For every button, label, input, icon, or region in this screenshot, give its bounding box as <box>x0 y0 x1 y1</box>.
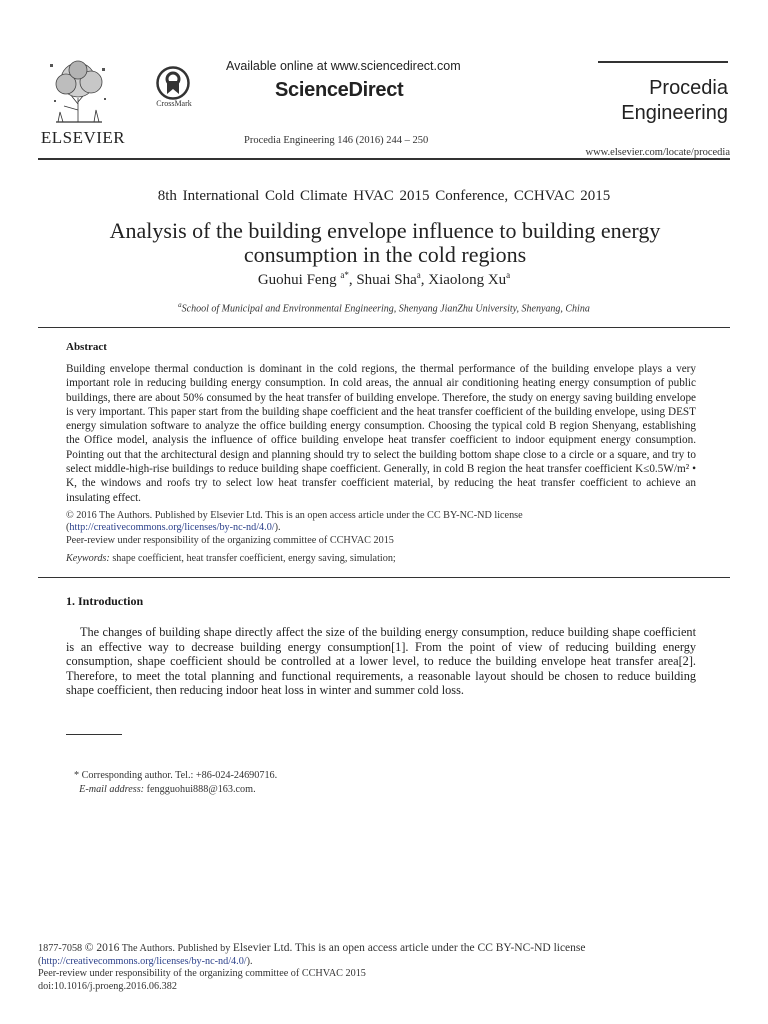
author-list: Guohui Feng $^{a*}$, Shuai Sha$^a$, Xiaolong Xu$^a$ <box>257 270 511 288</box>
author-name: Shuai Sha <box>356 272 417 288</box>
corresponding-mark: * <box>344 270 349 280</box>
bottom-peer-review: Peer-review under responsibility of the organizing committee of CCHVAC 2015 <box>38 968 366 980</box>
available-online-text: Available online at www.sciencedirect.com <box>226 59 461 73</box>
procedia-title-line2: Engineering <box>621 102 728 124</box>
bottom-license-line: (http://creativecommons.org/licenses/by-nc-nd/4.0/). <box>38 955 253 967</box>
peer-review-line: Peer-review under responsibility of the organizing committee of CCHVAC 2015 <box>66 534 394 546</box>
abstract-bottom-rule <box>38 577 730 578</box>
copyright-rest: This is an open access article under the CC BY-NC-ND license <box>294 942 586 954</box>
author-affiliation-mark: a <box>506 270 511 280</box>
journal-url-link[interactable]: www.elsevier.com/locate/procedia <box>585 147 730 158</box>
abstract-top-rule <box>38 327 730 328</box>
keywords-label: Keywords: <box>66 553 110 564</box>
issn: 1877-7058 <box>38 943 83 954</box>
procedia-title-line1: Procedia <box>649 77 728 99</box>
author-affiliation-mark: a <box>416 270 421 280</box>
affiliation <box>38 301 730 314</box>
abstract-heading: Abstract <box>66 341 107 353</box>
bottom-copyright-block <box>38 942 730 994</box>
procedia-journal-title <box>598 76 728 126</box>
footnote-rule <box>66 734 122 735</box>
corresponding-author: * Corresponding author. Tel.: +86-024-24690716. <box>74 770 278 781</box>
elsevier-wordmark: ELSEVIER <box>40 128 126 147</box>
license-link[interactable]: http://creativecommons.org/licenses/by-nc-nd/4.0/ <box>69 522 275 534</box>
sciencedirect-logo[interactable]: ScienceDirect <box>275 79 404 101</box>
copyright-line: © 2016 The Authors. Published by Elsevier Ltd. This is an open access article under the CC BY-NC-ND license <box>66 510 523 521</box>
email-address[interactable]: fengguohui888@163.com. <box>146 783 256 795</box>
introduction-heading: 1. Introduction <box>66 594 144 608</box>
bottom-copyright-line <box>38 942 730 956</box>
keywords <box>66 553 706 564</box>
email-label: E-mail address: <box>79 783 145 795</box>
keywords-text: shape coefficient, heat transfer coefficient, energy saving, simulation; <box>112 553 396 564</box>
elsevier-tree-logo <box>44 60 114 124</box>
doi[interactable]: doi:10.1016/j.proeng.2016.06.382 <box>38 981 177 993</box>
license-link-line: (http://creativecommons.org/licenses/by-nc-nd/4.0/). <box>66 522 281 534</box>
copyright-mid: The Authors. Published by <box>121 943 231 954</box>
introduction-body: The changes of building shape directly affect the size of the building energy consumption, reduce building shape coefficient is an effective way to decrease building energy consumption[1]. From the point of view of reducing building energy consumption, shape coefficient should be controlled at a lower level, to reduce the building envelope heat transfer area[2]. Therefore, to meet the total planning and functional requirements, a reasonable layout should be chosen to reduce building shape coefficient, then reducing indoor heat loss in winter and summer cold loss. <box>66 625 696 698</box>
crossmark-icon[interactable] <box>156 66 190 100</box>
paper-title <box>60 219 710 267</box>
conference-name: 8th International Cold Climate HVAC 2015 Conference, CCHVAC 2015 <box>157 188 611 204</box>
author-name: Xiaolong Xu <box>428 272 507 288</box>
paper-title-line1: Analysis of the building envelope influence to building energy <box>109 218 661 243</box>
header-divider <box>38 158 730 160</box>
journal-reference: Procedia Engineering 146 (2016) 244 – 250 <box>244 135 429 146</box>
footnote <box>74 769 277 796</box>
crossmark-label: CrossMark <box>156 99 192 108</box>
publisher-name: Elsevier Ltd. <box>232 942 293 954</box>
author-name: Guohui Feng <box>257 272 337 288</box>
email-line <box>74 783 277 797</box>
copyright-year: © 2016 <box>84 942 120 954</box>
bottom-license-link[interactable]: http://creativecommons.org/licenses/by-nc-nd/4.0/ <box>41 955 247 967</box>
abstract-body: Building envelope thermal conduction is dominant in the cold regions, the thermal performance of the building envelope plays a very important role in reducing building energy consumption. In cold areas, the annual air conditioning heating energy consumption of public buildings, there are about 50% consumed by the heat transfer of building envelope. Therefore, the study on energy saving building envelope is very important. This paper start from the building shape coefficient and the heat transfer coefficient of the building envelope, using DEST energy simulation software to analyze the office building energy consumption. Choosing the typical cold B region Shenyang, establishing the Office model, analysis the influence of office building envelope heat transfer coefficient to indoor equipment energy consumption. Pointing out that the architectural design and planning should try to select the building bottom shape close to a circle or a square, and try to select middle-high-rise buildings to reduce building shape coefficient. Generally, in cold B region the heat transfer coefficient K≤0.5W/m² • K, the windows and roofs try to select low heat transfer coefficient material, by reducing the heat transfer coefficient to achieve an insulating effect. <box>66 363 696 504</box>
affiliation-mark: a <box>178 301 182 309</box>
affiliation-text: School of Municipal and Environmental Engineering, Shenyang JianZhu University, Shenyang, China <box>181 303 590 315</box>
license-block <box>66 510 706 547</box>
paper-title-line2: consumption in the cold regions <box>243 242 527 267</box>
author-affiliation-mark: a <box>340 270 345 280</box>
